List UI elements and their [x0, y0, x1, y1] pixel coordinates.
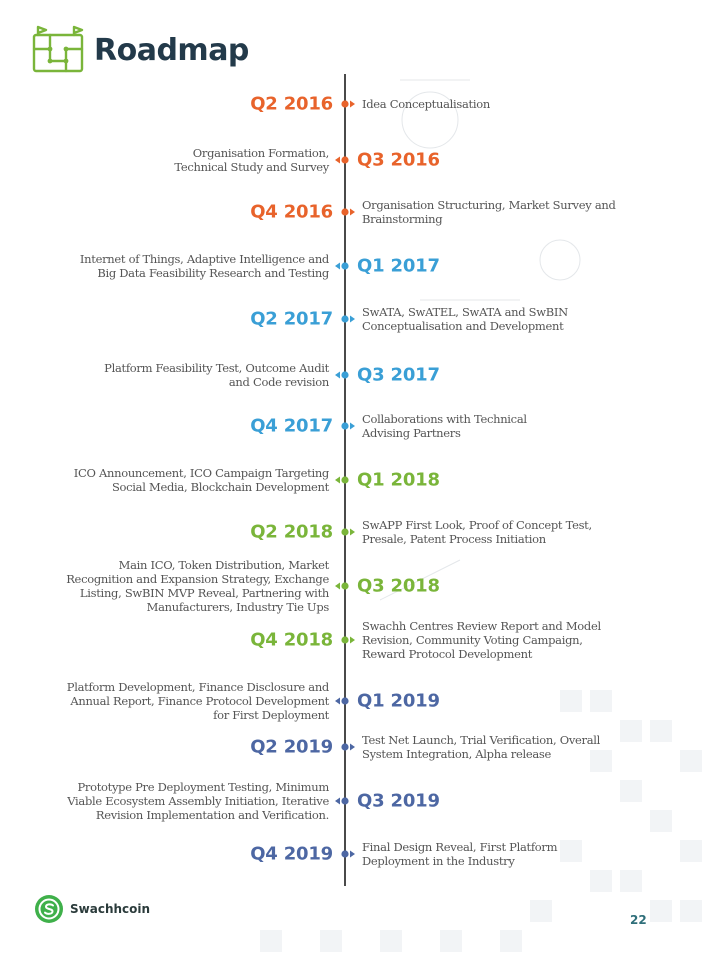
- quarter-label: Q1 2018: [357, 469, 440, 491]
- quarter-label: Q2 2017: [250, 308, 333, 330]
- milestone-description: Internet of Things, Adaptive Intelligence and Big Data Feasibility Research and Testing: [79, 252, 329, 280]
- milestone-description: SwAPP First Look, Proof of Concept Test, Presale, Patent Process Initiation: [362, 518, 592, 546]
- milestone-description: SwATA, SwATEL, SwATA and SwBIN Conceptualisation and Development: [362, 305, 568, 333]
- timeline-marker-icon: [334, 634, 356, 646]
- timeline-entry-q4-2019: [0, 840, 705, 868]
- timeline-entry-q3-2019: [0, 780, 705, 822]
- timeline-marker-icon: [334, 206, 356, 218]
- quarter-label: Q1 2019: [357, 690, 440, 712]
- footer-brand: [34, 894, 150, 924]
- timeline-entry-q1-2018: [0, 466, 705, 494]
- quarter-label: Q4 2016: [250, 201, 333, 223]
- quarter-label: Q3 2018: [357, 575, 440, 597]
- timeline-marker-icon: [334, 580, 356, 592]
- quarter-label: Q4 2017: [250, 415, 333, 437]
- quarter-label: Q2 2018: [250, 521, 333, 543]
- timeline-entry-q3-2016: [0, 146, 705, 174]
- timeline-marker-icon: [334, 526, 356, 538]
- timeline-marker-icon: [334, 795, 356, 807]
- timeline-entry-q1-2017: [0, 252, 705, 280]
- footer-brand-name: Swachhcoin: [70, 902, 151, 916]
- timeline-marker-icon: [334, 474, 356, 486]
- milestone-description: Organisation Structuring, Market Survey and Brainstorming: [362, 198, 616, 226]
- timeline-entry-q2-2016: [0, 94, 705, 114]
- swachhcoin-logo-icon: [34, 894, 64, 924]
- page-title: Roadmap: [94, 32, 249, 68]
- quarter-label: Q4 2018: [250, 629, 333, 651]
- milestone-description: Idea Conceptualisation: [362, 97, 490, 111]
- page-header: [30, 22, 249, 78]
- milestone-description: Collaborations with Technical Advising Partners: [362, 412, 527, 440]
- timeline-marker-icon: [334, 154, 356, 166]
- quarter-label: Q3 2016: [357, 149, 440, 171]
- timeline-entry-q2-2018: [0, 518, 705, 546]
- quarter-label: Q2 2019: [250, 736, 333, 758]
- timeline-marker-icon: [334, 741, 356, 753]
- timeline-entry-q4-2016: [0, 198, 705, 226]
- circuit-flag-icon: [30, 25, 86, 75]
- milestone-description: Test Net Launch, Trial Verification, Overall System Integration, Alpha release: [362, 733, 601, 761]
- milestone-description: Platform Feasibility Test, Outcome Audit and Code revision: [104, 361, 329, 389]
- timeline-entry-q3-2018: [0, 558, 705, 614]
- timeline-marker-icon: [334, 369, 356, 381]
- milestone-description: Final Design Reveal, First Platform Deployment in the Industry: [362, 840, 558, 868]
- quarter-label: Q1 2017: [357, 255, 440, 277]
- timeline-entry-q2-2017: [0, 305, 705, 333]
- quarter-label: Q2 2016: [250, 93, 333, 115]
- timeline-marker-icon: [334, 98, 356, 110]
- milestone-description: Platform Development, Finance Disclosure and Annual Report, Finance Protocol Development for First Deployment: [66, 680, 329, 722]
- quarter-label: Q3 2017: [357, 364, 440, 386]
- timeline-marker-icon: [334, 420, 356, 432]
- timeline-entry-q4-2018: [0, 619, 705, 661]
- timeline-marker-icon: [334, 848, 356, 860]
- timeline-entry-q3-2017: [0, 361, 705, 389]
- milestone-description: Main ICO, Token Distribution, Market Recognition and Expansion Strategy, Exchange Listing, SwBIN MVP Reveal, Partnering with Manufacturers, Industry Tie Ups: [66, 558, 329, 614]
- quarter-label: Q4 2019: [250, 843, 333, 865]
- quarter-label: Q3 2019: [357, 790, 440, 812]
- milestone-description: ICO Announcement, ICO Campaign Targeting Social Media, Blockchain Development: [73, 466, 329, 494]
- timeline-entry-q1-2019: [0, 680, 705, 722]
- milestone-description: Prototype Pre Deployment Testing, Minimum Viable Ecosystem Assembly Initiation, Iterative Revision Implementation and Verification.: [67, 780, 329, 822]
- milestone-description: Swachh Centres Review Report and Model Revision, Community Voting Campaign, Reward Protocol Development: [362, 619, 601, 661]
- timeline-marker-icon: [334, 260, 356, 272]
- timeline-entry-q4-2017: [0, 412, 705, 440]
- milestone-description: Organisation Formation, Technical Study and Survey: [174, 146, 329, 174]
- timeline-marker-icon: [334, 313, 356, 325]
- timeline-marker-icon: [334, 695, 356, 707]
- timeline-entry-q2-2019: [0, 733, 705, 761]
- page-number: 22: [630, 913, 647, 927]
